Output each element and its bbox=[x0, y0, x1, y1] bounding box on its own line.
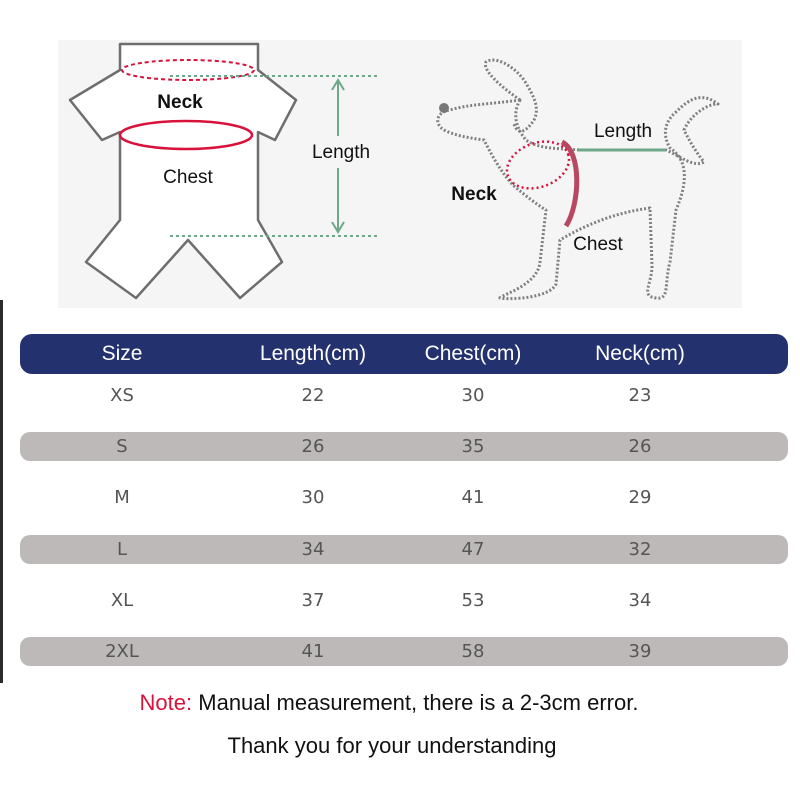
cell-size: L bbox=[116, 539, 128, 560]
cell-chest: 47 bbox=[461, 539, 485, 560]
cell-length: 22 bbox=[301, 385, 325, 406]
table-row bbox=[20, 432, 788, 461]
shirt-length-label: Length bbox=[311, 142, 371, 163]
cell-neck: 23 bbox=[628, 385, 652, 406]
cell-chest: 35 bbox=[461, 436, 485, 457]
cell-chest: 53 bbox=[461, 590, 485, 611]
header-size: Size bbox=[101, 342, 143, 365]
dog-nose bbox=[439, 103, 449, 113]
cell-neck: 34 bbox=[628, 590, 652, 611]
cell-chest: 58 bbox=[461, 641, 485, 662]
header-chest: Chest(cm) bbox=[424, 342, 522, 365]
table-row bbox=[20, 535, 788, 564]
cell-size: 2XL bbox=[105, 641, 139, 662]
thanks-text: Thank you for your understanding bbox=[227, 733, 557, 758]
cell-length: 34 bbox=[301, 539, 325, 560]
cell-size: XL bbox=[110, 590, 134, 611]
left-edge-bar bbox=[0, 300, 3, 683]
cell-length: 30 bbox=[301, 487, 325, 508]
table-row bbox=[20, 483, 788, 512]
cell-size: S bbox=[116, 436, 128, 457]
header-neck: Neck(cm) bbox=[595, 342, 685, 365]
cell-size: M bbox=[114, 487, 130, 508]
measurement-note bbox=[0, 690, 778, 716]
cell-chest: 30 bbox=[461, 385, 485, 406]
dog-chest-label: Chest bbox=[573, 234, 623, 255]
cell-length: 37 bbox=[301, 590, 325, 611]
note-label: Note: bbox=[139, 690, 193, 715]
header-length: Length(cm) bbox=[259, 342, 367, 365]
shirt-neck-label: Neck bbox=[157, 92, 203, 113]
dog-neck-label: Neck bbox=[451, 184, 497, 205]
cell-neck: 26 bbox=[628, 436, 652, 457]
cell-neck: 39 bbox=[628, 641, 652, 662]
cell-length: 26 bbox=[301, 436, 325, 457]
table-row bbox=[20, 381, 788, 410]
cell-neck: 32 bbox=[628, 539, 652, 560]
cell-chest: 41 bbox=[461, 487, 485, 508]
table-row bbox=[20, 586, 788, 615]
cell-length: 41 bbox=[301, 641, 325, 662]
note-text: Manual measurement, there is a 2-3cm error. bbox=[192, 690, 639, 715]
dog-length-label: Length bbox=[593, 121, 653, 142]
cell-size: XS bbox=[110, 385, 134, 406]
shirt-chest-label: Chest bbox=[163, 167, 213, 188]
table-header bbox=[20, 334, 788, 374]
measurement-diagram bbox=[0, 0, 800, 320]
cell-neck: 29 bbox=[628, 487, 652, 508]
table-row bbox=[20, 637, 788, 666]
